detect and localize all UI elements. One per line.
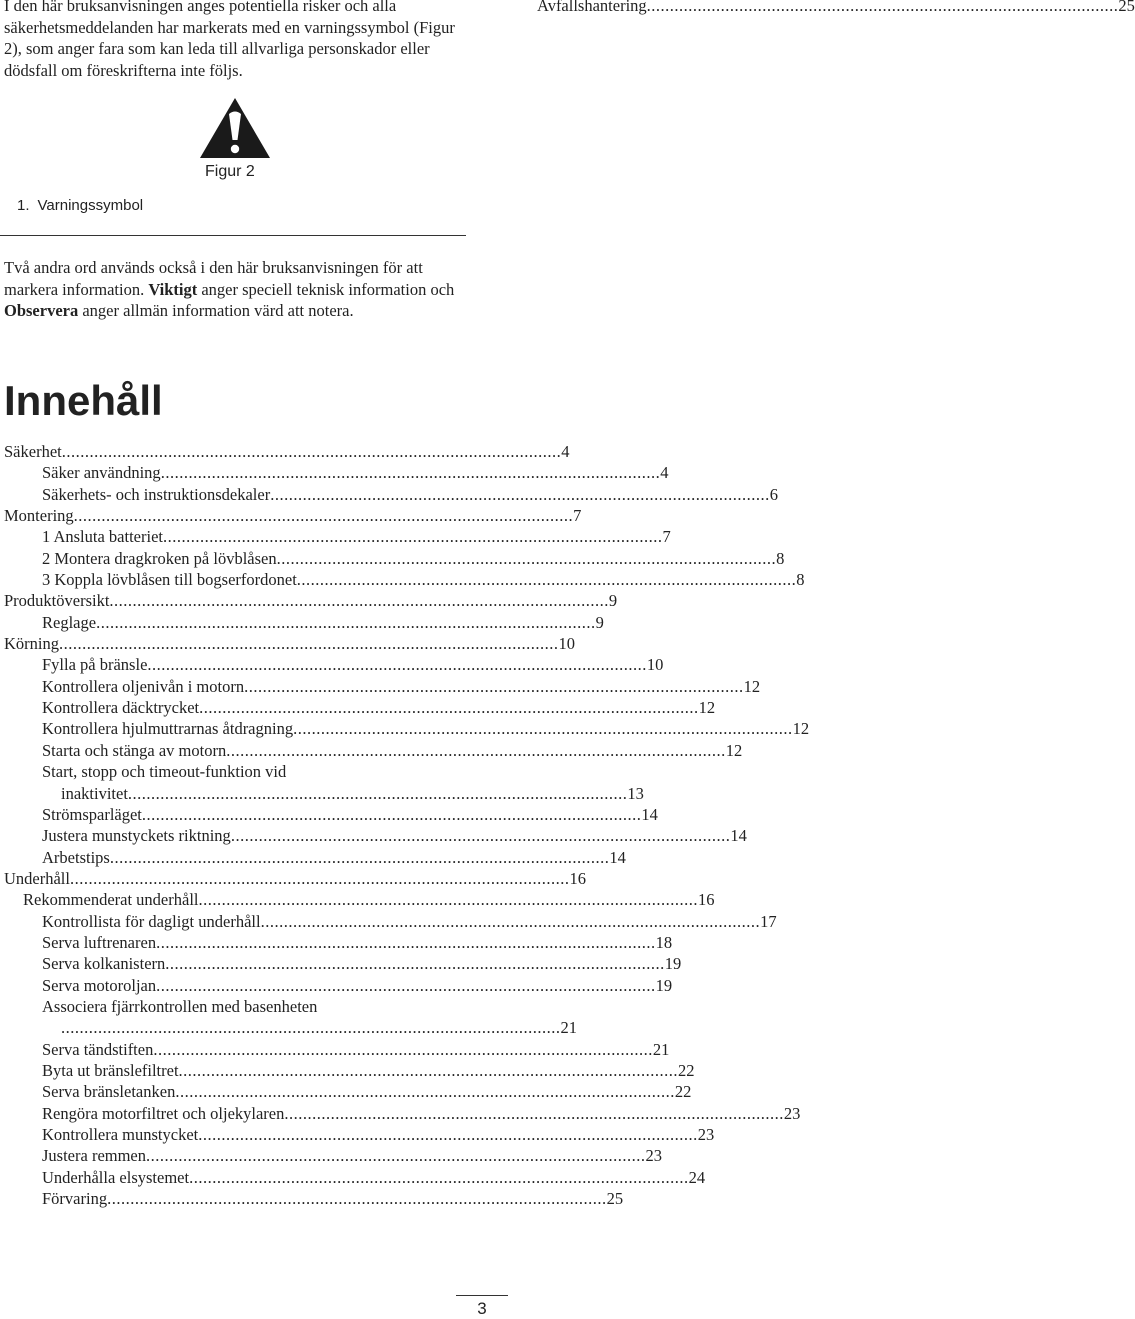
toc-entry-page: 8 [776, 548, 785, 568]
toc-entry-page: 4 [660, 463, 669, 483]
toc-leader-dots: ............................................................................................................ [165, 954, 665, 974]
toc-leader-dots: ............................................................................................................ [109, 591, 609, 611]
toc-entry[interactable] [4, 633, 575, 654]
toc-entry-label: 1 Ansluta batteriet [42, 527, 163, 547]
toc-entry-page: 14 [641, 804, 658, 824]
toc-entry-label: Säkerhets- och instruktionsdekaler [42, 484, 271, 504]
toc-leader-dots: ............................................................................................................ [284, 1103, 784, 1123]
toc-entry-label: Arbetstips [42, 847, 110, 867]
toc-leader-dots: ............................................................................................................ [141, 804, 642, 824]
toc-entry-label: Byta ut bränslefiltret [42, 1060, 179, 1080]
toc-entry-page: 12 [792, 719, 810, 739]
toc-entry-label: Fylla på bränsle [42, 655, 148, 675]
toc-entry-page: 23 [783, 1103, 801, 1123]
toc-entry-page: 8 [796, 570, 805, 590]
toc-entry-label: Serva luftrenaren [42, 932, 157, 952]
toc-entry-label: Kontrollista för dagligt underhåll [42, 911, 261, 931]
toc-entry-label: Associera fjärrkontrollen med basenheten [42, 996, 318, 1016]
toc-leader-dots: ............................................................................................................ [178, 1060, 679, 1080]
toc-entry-avfallshantering[interactable] [537, 0, 1135, 17]
toc-entry[interactable] [4, 889, 715, 910]
toc-leader-dots: ............................................................................................................ [160, 463, 661, 483]
toc-entry-page: 13 [627, 783, 644, 803]
table-of-contents [4, 441, 810, 1209]
paragraph-text: anger allmän information värd att notera. [78, 301, 354, 320]
toc-entry-label: Kontrollera oljenivån i motorn [42, 676, 245, 696]
toc-entry-page: 21 [560, 1018, 577, 1038]
toc-entry-page: 10 [646, 655, 664, 675]
toc-entry-page: 25 [1118, 0, 1135, 15]
toc-entry-label: Kontrollera munstycket [42, 1125, 199, 1144]
paragraph-text: anger speciell teknisk information och [197, 279, 455, 299]
toc-entry[interactable] [4, 953, 682, 974]
toc-entry-page: 4 [561, 442, 570, 461]
toc-entry-label: Säker användning [42, 463, 161, 483]
toc-leader-dots: ............................................................................................................ [146, 1146, 646, 1166]
toc-entry-page: 21 [652, 1039, 670, 1059]
callout-number: 1. [17, 197, 30, 214]
toc-entry-label: Förvaring [42, 1189, 108, 1209]
toc-entry-label: Produktöversikt [4, 591, 110, 611]
toc-leader-dots: ............................................................................................................ [147, 655, 647, 675]
toc-entry[interactable] [4, 462, 669, 483]
toc-leader-dots: ............................................................................................................ [226, 740, 726, 760]
toc-entry[interactable] [4, 612, 604, 633]
toc-entry-page: 17 [760, 911, 777, 931]
toc-entry[interactable] [4, 740, 743, 761]
toc-entry-page: 10 [558, 634, 575, 654]
toc-entry[interactable] [4, 526, 671, 547]
toc-entry[interactable] [4, 718, 810, 739]
toc-leader-dots: ............................................................................................................ [61, 1018, 561, 1038]
toc-leader-dots: ............................................................................................................ [96, 612, 596, 632]
toc-entry-page: 23 [645, 1146, 663, 1166]
figure-callout [17, 197, 143, 214]
toc-entry-page: 14 [609, 847, 626, 867]
toc-entry-page: 24 [688, 1167, 706, 1187]
toc-entry-label: Serva kolkanistern [42, 954, 166, 974]
page-number: 3 [477, 1299, 487, 1318]
toc-entry[interactable] [4, 1060, 695, 1081]
toc-leader-dots: ............................................................................................................ [260, 911, 761, 931]
toc-entry[interactable] [4, 975, 673, 996]
toc-entry-page: 7 [573, 506, 582, 526]
toc-entry[interactable] [4, 911, 777, 932]
toc-leader-dots: ............................................................................................................ [244, 676, 744, 696]
toc-leader-dots: ...................................................................................................... [646, 0, 1119, 15]
toc-entry[interactable] [4, 654, 664, 675]
toc-entry[interactable] [4, 868, 586, 889]
toc-entry[interactable] [4, 804, 658, 825]
toc-entry[interactable] [4, 505, 582, 526]
toc-entry-label: Montering [4, 506, 74, 526]
toc-entry-page: 19 [664, 954, 682, 974]
toc-entry[interactable] [4, 932, 673, 953]
toc-entry-label: Start, stopp och timeout-funktion vid [42, 762, 287, 782]
toc-entry-label: Starta och stänga av motorn [42, 740, 227, 760]
toc-leader-dots: ............................................................................................................ [127, 783, 628, 803]
toc-entry[interactable] [4, 676, 761, 697]
toc-leader-dots: ............................................................................................................ [270, 484, 770, 504]
toc-entry-label: Körning [4, 634, 59, 654]
toc-leader-dots: ............................................................................................................ [293, 719, 793, 739]
toc-entry-page: 18 [655, 932, 673, 952]
toc-entry-continued[interactable] [4, 1017, 577, 1038]
term-viktigt: Viktigt [148, 279, 198, 299]
toc-entry-label: Strömsparläget [42, 804, 142, 824]
toc-leader-dots: ............................................................................................................ [107, 1189, 607, 1209]
toc-entry-label: 3 Koppla lövblåsen till bogserfordonet [42, 570, 297, 590]
toc-entry-page: 22 [678, 1060, 695, 1080]
toc-leader-dots: ............................................................................................................ [198, 890, 698, 910]
figure-divider [0, 235, 466, 236]
toc-entry[interactable] [4, 1039, 670, 1060]
toc-leader-dots: ............................................................................................................ [198, 1125, 698, 1144]
toc-leader-dots: ............................................................................................................ [296, 570, 797, 590]
toc-entry[interactable] [4, 761, 467, 782]
contents-heading: Innehåll [4, 377, 163, 424]
warning-triangle-icon [198, 96, 272, 160]
callout-text: Varningssymbol [37, 197, 144, 214]
toc-leader-dots: ............................................................................................................ [109, 847, 610, 867]
toc-entry[interactable] [4, 825, 747, 846]
toc-entry-page: 25 [606, 1189, 624, 1209]
toc-entry-label: Rekommenderat underhåll [23, 890, 199, 910]
toc-entry[interactable] [4, 548, 785, 569]
toc-entry-label: Kontrollera hjulmuttrarnas åtdragning [42, 719, 294, 739]
toc-entry-label: Underhålla elsystemet [42, 1167, 190, 1187]
toc-entry-page: 12 [743, 676, 761, 696]
toc-entry[interactable] [4, 590, 618, 611]
toc-entry-continued[interactable] [4, 783, 644, 804]
toc-entry[interactable] [4, 441, 570, 462]
toc-entry-page: 14 [730, 826, 747, 846]
toc-leader-dots: ............................................................................................................ [276, 548, 777, 568]
toc-entry-label: Serva bränsletanken [42, 1082, 176, 1102]
figure-label: Figur 2 [205, 163, 255, 180]
toc-leader-dots: ............................................................................................................ [69, 868, 570, 888]
toc-entry-label: Justera remmen [42, 1146, 147, 1166]
page-number-rule [456, 1295, 508, 1296]
toc-entry-label: Underhåll [4, 868, 70, 888]
toc-entry-label: Justera munstyckets riktning [42, 826, 231, 846]
toc-leader-dots: ............................................................................................................ [156, 975, 656, 995]
toc-entry-page: 9 [608, 591, 618, 611]
toc-entry-page: 9 [595, 612, 604, 632]
toc-entry-page: 23 [697, 1125, 715, 1144]
toc-entry-label: Serva tändstiften [42, 1039, 154, 1059]
toc-leader-dots: ............................................................................................................ [162, 527, 663, 547]
toc-entry-label: Reglage [42, 612, 97, 632]
toc-leader-dots: ............................................................................................................ [230, 826, 731, 846]
toc-leader-dots: ............................................................................................................ [156, 932, 656, 952]
toc-entry-label: Rengöra motorfiltret och oljekylaren [42, 1103, 285, 1123]
toc-entry-label: Säkerhet [4, 442, 62, 461]
toc-leader-dots: ............................................................................................................ [59, 634, 559, 654]
toc-entry[interactable] [4, 996, 467, 1017]
toc-entry-page: 19 [655, 975, 673, 995]
toc-leader-dots: ............................................................................................................ [73, 506, 574, 526]
toc-entry-page: 16 [569, 868, 586, 888]
toc-leader-dots: ............................................................................................................ [153, 1039, 653, 1059]
toc-entry-page: 16 [697, 890, 715, 910]
toc-leader-dots: ............................................................................................................ [61, 442, 562, 461]
toc-entry[interactable] [4, 1188, 624, 1209]
toc-entry-label: Serva motoroljan [42, 975, 157, 995]
toc-entry[interactable] [4, 697, 716, 718]
toc-entry-label: Avfallshantering [537, 0, 647, 15]
paragraph-text: Två andra ord används också i den här bruksanvisningen för att markera information. [4, 258, 423, 299]
toc-entry[interactable] [4, 484, 778, 505]
toc-leader-dots: ............................................................................................................ [175, 1082, 675, 1102]
toc-entry[interactable] [4, 1124, 715, 1145]
toc-entry[interactable] [4, 569, 805, 590]
term-observera: Observera [4, 301, 79, 320]
toc-entry-page: 12 [698, 698, 716, 718]
signal-words-paragraph [4, 257, 460, 322]
toc-entry[interactable] [4, 1081, 692, 1102]
toc-entry-page: 12 [725, 740, 743, 760]
toc-entry-page: 22 [674, 1082, 692, 1102]
toc-entry-page: 7 [662, 527, 671, 547]
toc-leader-dots: ............................................................................................................ [189, 1167, 689, 1187]
toc-entry[interactable] [4, 1103, 801, 1124]
toc-leader-dots: ............................................................................................................ [199, 698, 699, 718]
toc-entry[interactable] [4, 1167, 706, 1188]
toc-entry-label: 2 Montera dragkroken på lövblåsen [42, 548, 277, 568]
toc-entry[interactable] [4, 847, 626, 868]
intro-paragraph: I den här bruksanvisningen anges potentiella risker och alla säkerhetsmeddelanden har markerats med en varningssymbol (Figur 2), som anger fara som kan leda till allvarliga personskador eller dödsfall om föreskrifterna inte följs. [4, 0, 455, 80]
toc-entry-label: Kontrollera däcktrycket [42, 698, 200, 718]
toc-entry-label: inaktivitet [61, 783, 128, 803]
toc-entry[interactable] [4, 1145, 663, 1166]
toc-entry-page: 6 [769, 484, 778, 504]
